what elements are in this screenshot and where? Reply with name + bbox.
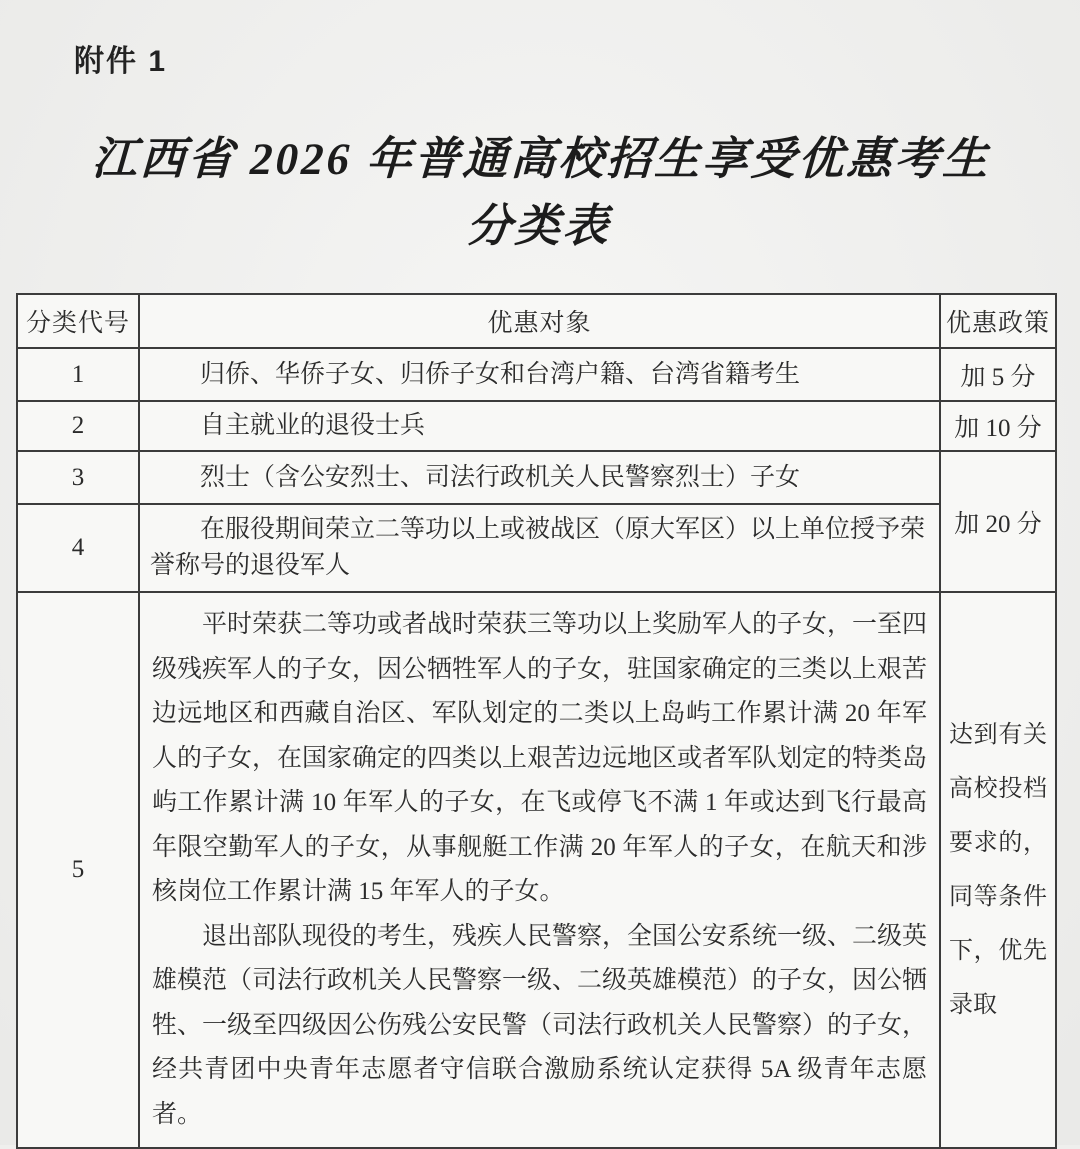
- row-5-target-paragraph-1: 平时荣获二等功或者战时荣获三等功以上奖励军人的子女，一至四级残疾军人的子女，因公牺牲军人的子女，驻国家确定的三类以上艰苦边远地区和西藏自治区、军队划定的二类以上岛屿工作累计满 20 年军人的子女，在国家确定的四类以上艰苦边远地区或者军队划定的特类岛屿工作累计满 10 年军人的子女，在飞或停飞不满 1 年或达到飞行最高年限空勤军人的子女，从事舰艇工作满 20 年军人的子女，在航天和涉核岗位工作累计满 15 年军人的子女。: [152, 611, 928, 905]
- row-1-target: 归侨、华侨子女、归侨子女和台湾户籍、台湾省籍考生: [139, 348, 940, 401]
- attachment-label: 附件 1: [74, 45, 168, 78]
- document-title-line1: 江西省 2026 年普通高校招生享受优惠考生: [91, 134, 992, 184]
- row-1-policy: 加 5 分: [940, 348, 1056, 401]
- table-row-5: [17, 592, 1056, 1148]
- row-4-target: 在服役期间荣立二等功以上或被战区（原大军区）以上单位授予荣誉称号的退役军人: [139, 504, 940, 592]
- table-row-2: [17, 401, 1056, 451]
- row-4-code: 4: [17, 504, 139, 592]
- col-header-code: 分类代号: [17, 294, 139, 348]
- row-2-target: 自主就业的退役士兵: [139, 401, 940, 451]
- row-3-target: 烈士（含公安烈士、司法行政机关人民警察烈士）子女: [139, 451, 940, 504]
- col-header-target: 优惠对象: [139, 294, 940, 348]
- col-header-policy: 优惠政策: [940, 294, 1056, 348]
- row-1-code: 1: [17, 348, 139, 401]
- row-3-code: 3: [17, 451, 139, 504]
- document-title-line2: 分类表: [465, 201, 612, 251]
- table-row-1: [17, 348, 1056, 401]
- row-5-target-paragraph-2: 退出部队现役的考生，残疾人民警察，全国公安系统一级、二级英雄模范（司法行政机关人民警察一级、二级英雄模范）的子女，因公牺牲、一级至四级因公伤残公安民警（司法行政机关人民警察）的子女，经共青团中央青年志愿者守信联合激励系统认定获得 5A 级青年志愿者。: [152, 922, 928, 1128]
- preferential-candidates-table: [16, 293, 1057, 1149]
- row-5-code: 5: [17, 592, 139, 1148]
- row-5-policy: 达到有关高校投档要求的，同等条件下，优先录取: [940, 592, 1056, 1148]
- table-header-row: [17, 294, 1056, 348]
- row-2-policy: 加 10 分: [940, 401, 1056, 451]
- row-3-4-merged-policy: 加 20 分: [940, 451, 1056, 592]
- table-row-3: [17, 451, 1056, 504]
- row-5-target: [139, 592, 940, 1148]
- document-title: [0, 126, 1080, 260]
- table-row-4: [17, 504, 1056, 592]
- row-2-code: 2: [17, 401, 139, 451]
